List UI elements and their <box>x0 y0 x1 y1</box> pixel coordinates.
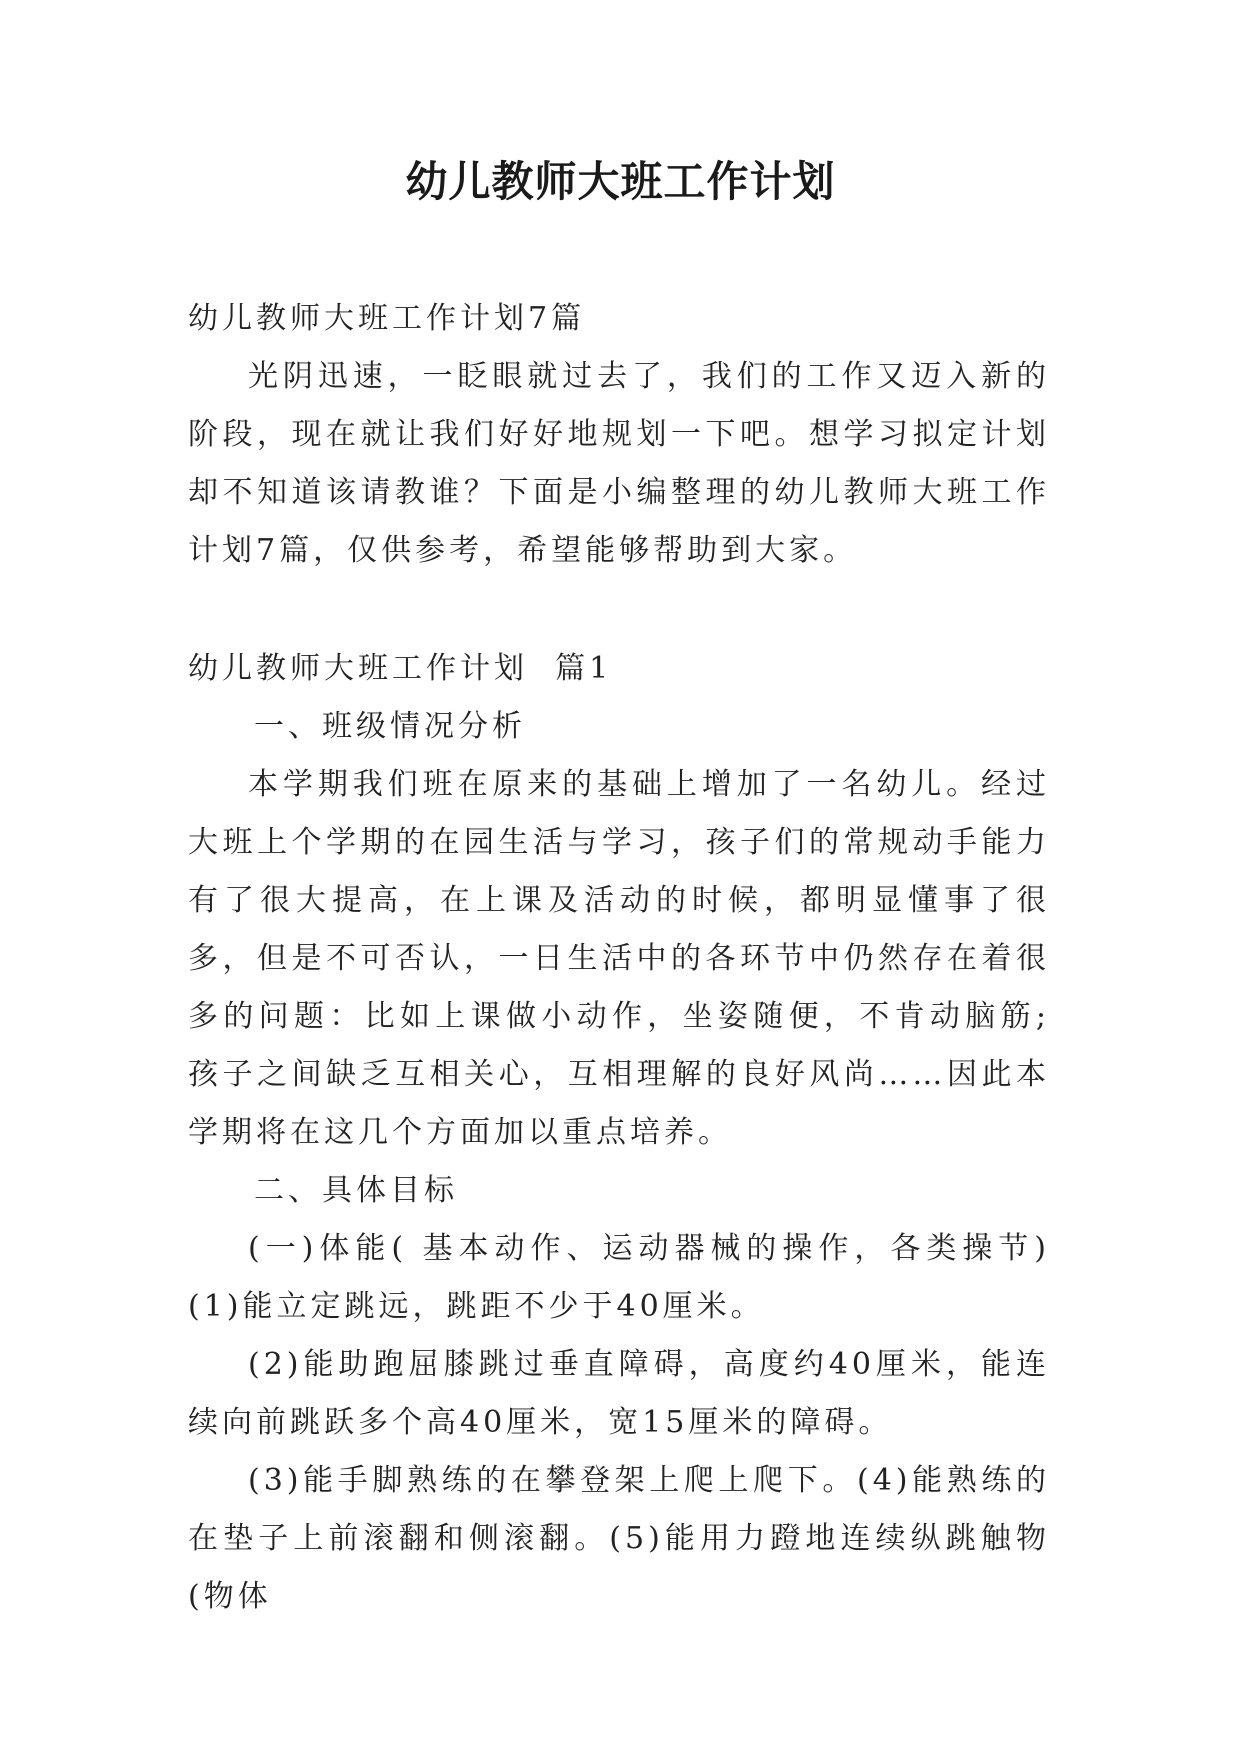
document-title: 幼儿教师大班工作计划 <box>405 157 836 206</box>
document-subtitle: 幼儿教师大班工作计划7篇 <box>188 301 586 336</box>
subheading-class-analysis: 一、班级情况分析 <box>254 709 526 744</box>
document-body <box>188 290 1050 1626</box>
goal-paragraph-3: (3)能手脚熟练的在攀登架上爬上爬下。(4)能熟练的在垫子上前滚翻和侧滚翻。(5)能用力蹬地连续纵跳触物(物体 <box>188 1463 1050 1614</box>
goal-paragraph-2: (2)能助跑屈膝跳过垂直障碍，高度约40厘米，能连续向前跳跃多个高40厘米，宽15厘米的障碍。 <box>188 1347 1050 1440</box>
intro-paragraph: 光阴迅速，一眨眼就过去了，我们的工作又迈入新的阶段，现在就让我们好好地规划一下吧。想学习拟定计划却不知道该请教谁？下面是小编整理的幼儿教师大班工作计划7篇，仅供参考，希望能够帮助到大家。 <box>188 359 1050 568</box>
class-analysis-paragraph: 本学期我们班在原来的基础上增加了一名幼儿。经过大班上个学期的在园生活与学习，孩子们的常规动手能力有了很大提高，在上课及活动的时候，都明显懂事了很多，但是不可否认，一日生活中的各环节中仍然存在着很多的问题：比如上课做小动作，坐姿随便，不肯动脑筋;孩子之间缺乏互相关心，互相理解的良好风尚……因此本学期将在这几个方面加以重点培养。 <box>188 767 1050 1150</box>
subheading-goals: 二、具体目标 <box>254 1173 458 1208</box>
section-spacer <box>188 580 1050 640</box>
goal-paragraph-1: (一)体能( 基本动作、运动器械的操作，各类操节)(1)能立定跳远，跳距不少于40厘米。 <box>188 1231 1050 1324</box>
section-heading: 幼儿教师大班工作计划 篇1 <box>188 651 613 686</box>
